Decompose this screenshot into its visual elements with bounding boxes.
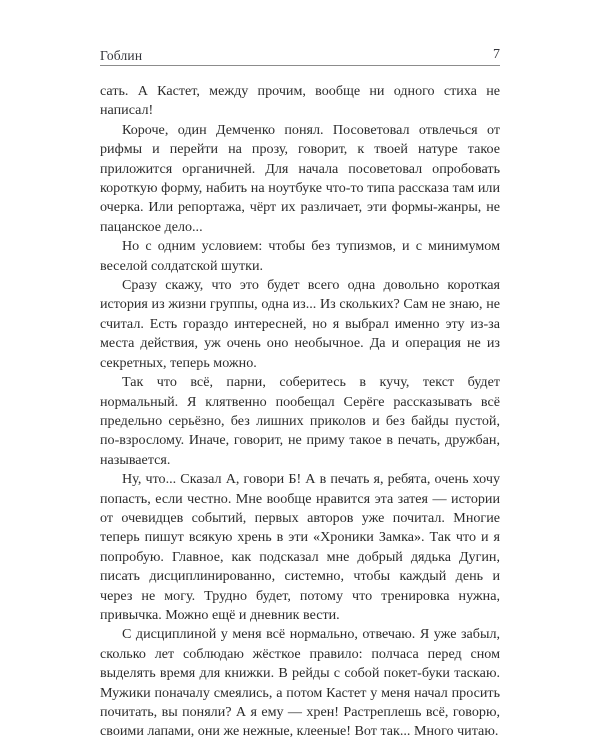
running-head-book-title: Гоблин	[100, 47, 143, 63]
paragraph: Ну, что... Сказал А, говори Б! А в печать я, ребята, очень хочу попасть, если честно. Мне вообще нравится эта затея — истории от очевидцев событий, первых авторов уже почитал. Многие теперь пишут всякую хрень в эти «Хроники Замка». Так что и я попробую. Главное, как подсказал мне добрый дядька Дугин, писать дисциплинированно, системно, чтобы каждый день и через не могу. Трудно будет, потому что тренировка нужна, привычка. Можно ещё и дневник вести.	[100, 471, 500, 623]
paragraph: Сразу скажу, что это будет всего одна довольно короткая история из жизни группы, одна из... Из скольких? Сам не знаю, не считал. Есть гораздо интересней, но я выбрал именно эту из-за места действия, уж очень оно необычное. Да и операция не из секретных, теперь можно.	[100, 277, 500, 371]
paragraph: сать. А Кастет, между прочим, вообще ни одного стиха не написал!	[100, 83, 500, 119]
paragraph: Короче, один Демченко понял. Посоветовал отвлечься от рифмы и перейти на прозу, говорит, к твоей натуре такое приложится органичней. Для начала посоветовал опробовать короткую форму, набить на ноутбуке что-то типа рассказа там или очерка. Или репортажа, чёрт их различает, эти формы-жанры, не пацанское дело...	[100, 121, 500, 235]
page-number: 7	[493, 47, 500, 62]
paragraph: Так что всё, парни, соберитесь в кучу, текст будет нормальный. Я клятвенно пообещал Серёге рассказывать всё предельно серьёзно, без лишних приколов и без байды пустой, по-взрослому. Иначе, говорит, не приму такое в печать, дружбан, называется.	[100, 374, 500, 468]
paragraph: Но с одним условием: чтобы без тупизмов, и с минимумом веселой солдатской шутки.	[100, 238, 500, 274]
body-text-column	[100, 82, 500, 742]
running-head	[100, 42, 500, 66]
paragraph: С дисциплиной у меня всё нормально, отвечаю. Я уже забыл, сколько лет соблюдаю жёсткое правило: полчаса перед сном выделять время для книжки. В рейды с собой покет-буки таскаю. Мужики поначалу смеялись, а потом Кастет у меня начал просить почитать, вы поняли? А я ему — хрен! Растреплешь всё, говорю, своими лапами, они же нежные, клееные! Вот так... Много читаю.	[100, 626, 500, 740]
